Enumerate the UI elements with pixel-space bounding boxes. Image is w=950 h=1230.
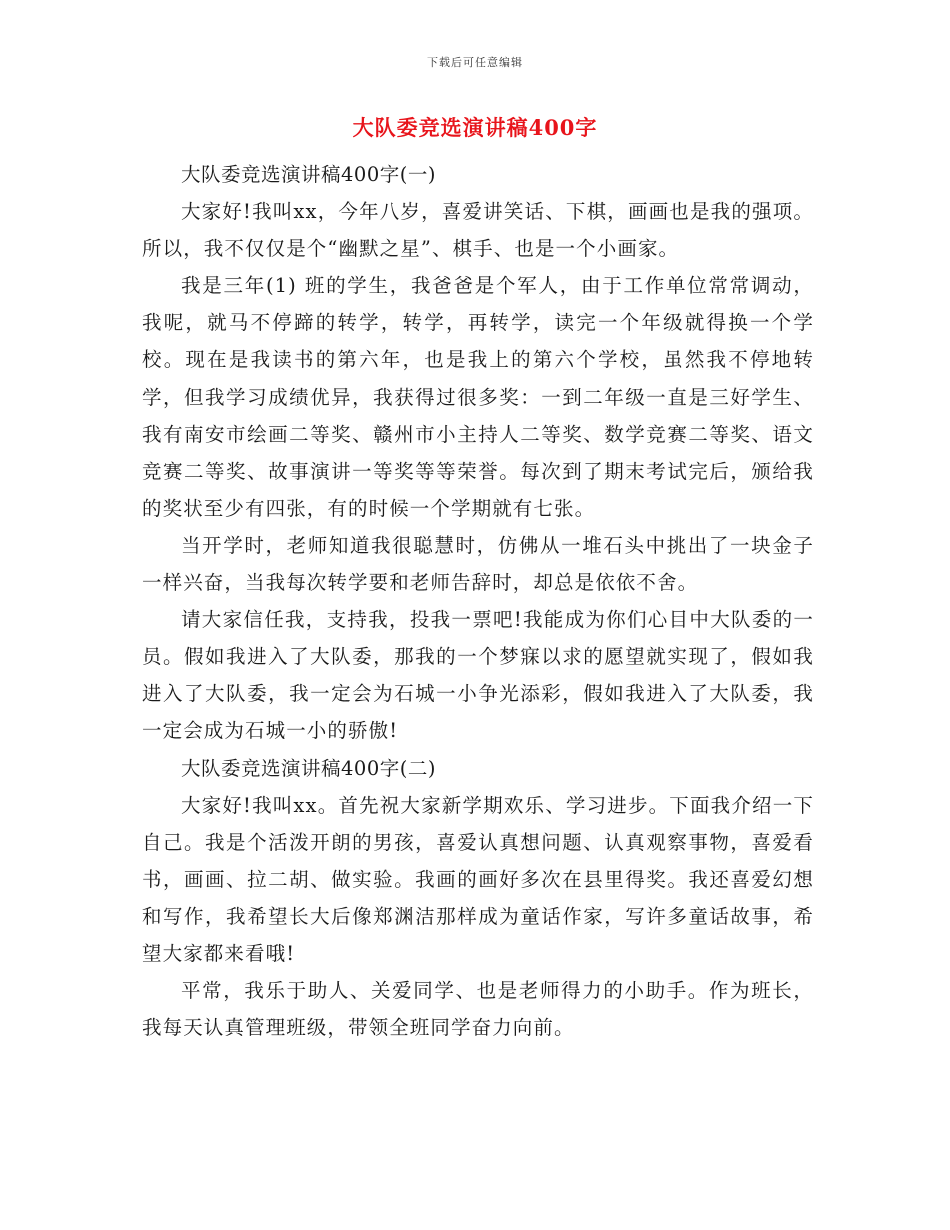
- paragraph-2-1: 大家好!我叫xx。首先祝大家新学期欢乐、学习进步。下面我介绍一下自己。我是个活泼开朗的男孩，喜爱认真想问题、认真观察事物，喜爱看书，画画、拉二胡、做实验。我画的画好多次在县里得奖。我还喜爱幻想和写作，我希望长大后像郑渊洁那样成为童话作家，写许多童话故事，希望大家都来看哦!: [142, 793, 814, 965]
- section-heading-2: 大队委竞选演讲稿400字(二): [181, 756, 436, 780]
- paragraph-2-2: 平常，我乐于助人、关爱同学、也是老师得力的小助手。作为班长，我每天认真管理班级，带领全班同学奋力向前。: [142, 979, 814, 1040]
- paragraph-1-1: 大家好!我叫xx，今年八岁，喜爱讲笑话、下棋，画画也是我的强项。所以，我不仅仅是个“幽默之星”、棋手、也是一个小画家。: [142, 200, 814, 261]
- section-heading-1: 大队委竞选演讲稿400字(一): [181, 163, 436, 186]
- document-title: 大队委竞选演讲稿400字: [352, 115, 598, 140]
- paragraph-1-2: 我是三年(1) 班的学生，我爸爸是个军人，由于工作单位常常调动，我呢，就马不停蹄的转学，转学，再转学，读完一个年级就得换一个学校。现在是我读书的第六年，也是我上的第六个学校，虽然我不停地转学，但我学习成绩优异，我获得过很多奖：一到二年级一直是三好学生、我有南安市绘画二等奖、赣州市小主持人二等奖、数学竞赛二等奖、语文竞赛二等奖、故事演讲一等奖等等荣誉。每次到了期末考试完后，颁给我的奖状至少有四张，有的时候一个学期就有七张。: [142, 274, 814, 520]
- paragraph-1-4: 请大家信任我，支持我，投我一票吧!我能成为你们心目中大队委的一员。假如我进入了大队委，那我的一个梦寐以求的愿望就实现了，假如我进入了大队委，我一定会为石城一小争光添彩，假如我进入了大队委，我一定会成为石城一小的骄傲!: [142, 608, 814, 743]
- document-body: [142, 156, 814, 1046]
- header-note: 下载后可任意编辑: [427, 56, 523, 69]
- paragraph-1-3: 当开学时，老师知道我很聪慧时，仿佛从一堆石头中挑出了一块金子一样兴奋，当我每次转学要和老师告辞时，却总是依依不舍。: [142, 533, 814, 595]
